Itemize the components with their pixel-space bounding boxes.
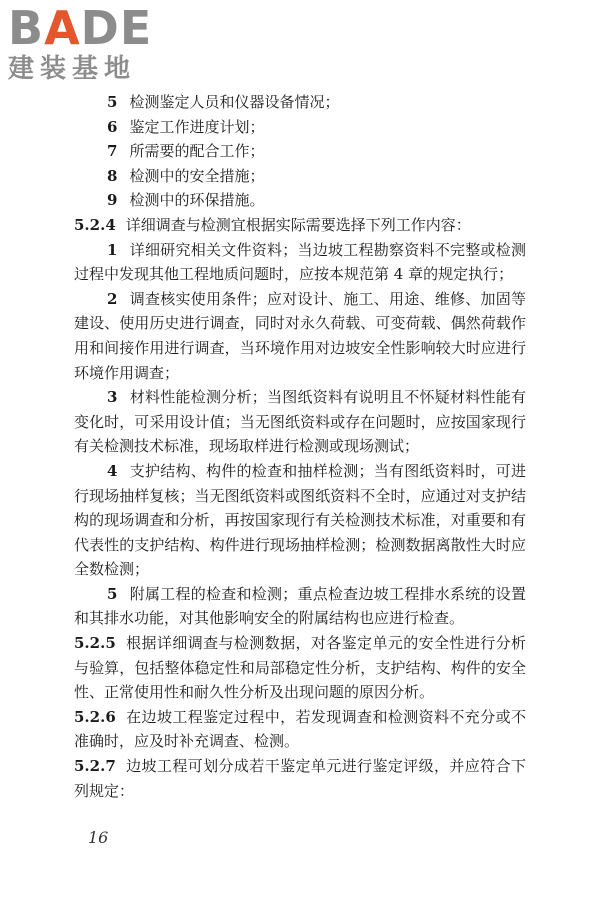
clause-number: 5.2.7 [74, 757, 116, 776]
clause-5-2-5: 5.2.5 根据详细调查与检测数据，对各鉴定单元的安全性进行分析与验算，包括整体稳定性和局部稳定性分析，支护结构、构件的安全性、正常使用性和耐久性分析及出现问题的原因分析。 [74, 634, 526, 702]
list-item: 9 检测中的环保措施。 [107, 191, 265, 210]
document-body [74, 90, 526, 803]
logo-accent-letter: A [44, 1, 81, 55]
list-item: 4 支护结构、构件的检查和抽样检测；当有图纸资料时，可进行现场抽样复核；当无图纸资料或图纸资料不全时，应通过对支护结构的现场调查和分析，再按国家现行有关检测技术标准，对重要和有代表性的支护结构、构件进行现场抽样检测；检测数据离散性大时应全数检测； [74, 461, 526, 579]
clause-5-2-4: 5.2.4 详细调查与检测宜根据实际需要选择下列工作内容： [74, 215, 471, 234]
list-item: 2 调查核实使用条件；应对设计、施工、用途、维修、加固等建设、使用历史进行调查，同时对永久荷载、可变荷载、偶然荷载作用和间接作用进行调查，当环境作用对边坡安全性影响较大时应进行环境作用调查； [74, 289, 526, 382]
list-item: 3 材料性能检测分析；当图纸资料有说明且不怀疑材料性能有变化时，可采用设计值；当无图纸资料或存在问题时，应按国家现行有关检测技术标准，现场取样进行检测或现场测试； [74, 388, 526, 456]
clause-number: 5.2.4 [74, 215, 116, 234]
list-item: 6 鉴定工作进度计划； [107, 117, 265, 136]
list-item: 7 所需要的配合工作； [107, 142, 265, 161]
list-item: 5 附属工程的检查和检测；重点检查边坡工程排水系统的设置和其排水功能，对其他影响安全的附属结构也应进行检查。 [74, 584, 526, 628]
page-number: 16 [88, 828, 109, 847]
clause-5-2-6: 5.2.6 在边坡工程鉴定过程中，若发现调查和检测资料不充分或不准确时，应及时补充调查、检测。 [74, 707, 526, 751]
clause-5-2-7: 5.2.7 边坡工程可划分成若干鉴定单元进行鉴定评级，并应符合下列规定： [74, 757, 526, 800]
logo-wordmark: BADE [8, 1, 153, 55]
clause-number: 5.2.6 [74, 707, 116, 726]
bade-logo [8, 1, 178, 84]
logo-subtitle: 建装基地 [8, 54, 137, 84]
list-item: 5 检测鉴定人员和仪器设备情况； [107, 93, 340, 111]
list-item: 8 检测中的安全措施； [107, 166, 265, 185]
clause-number: 5.2.5 [74, 634, 116, 653]
list-item: 1 详细研究相关文件资料；当边坡工程勘察资料不完整或检测过程中发现其他工程地质问题时，应按本规范第 4 章的规定执行； [74, 240, 526, 284]
